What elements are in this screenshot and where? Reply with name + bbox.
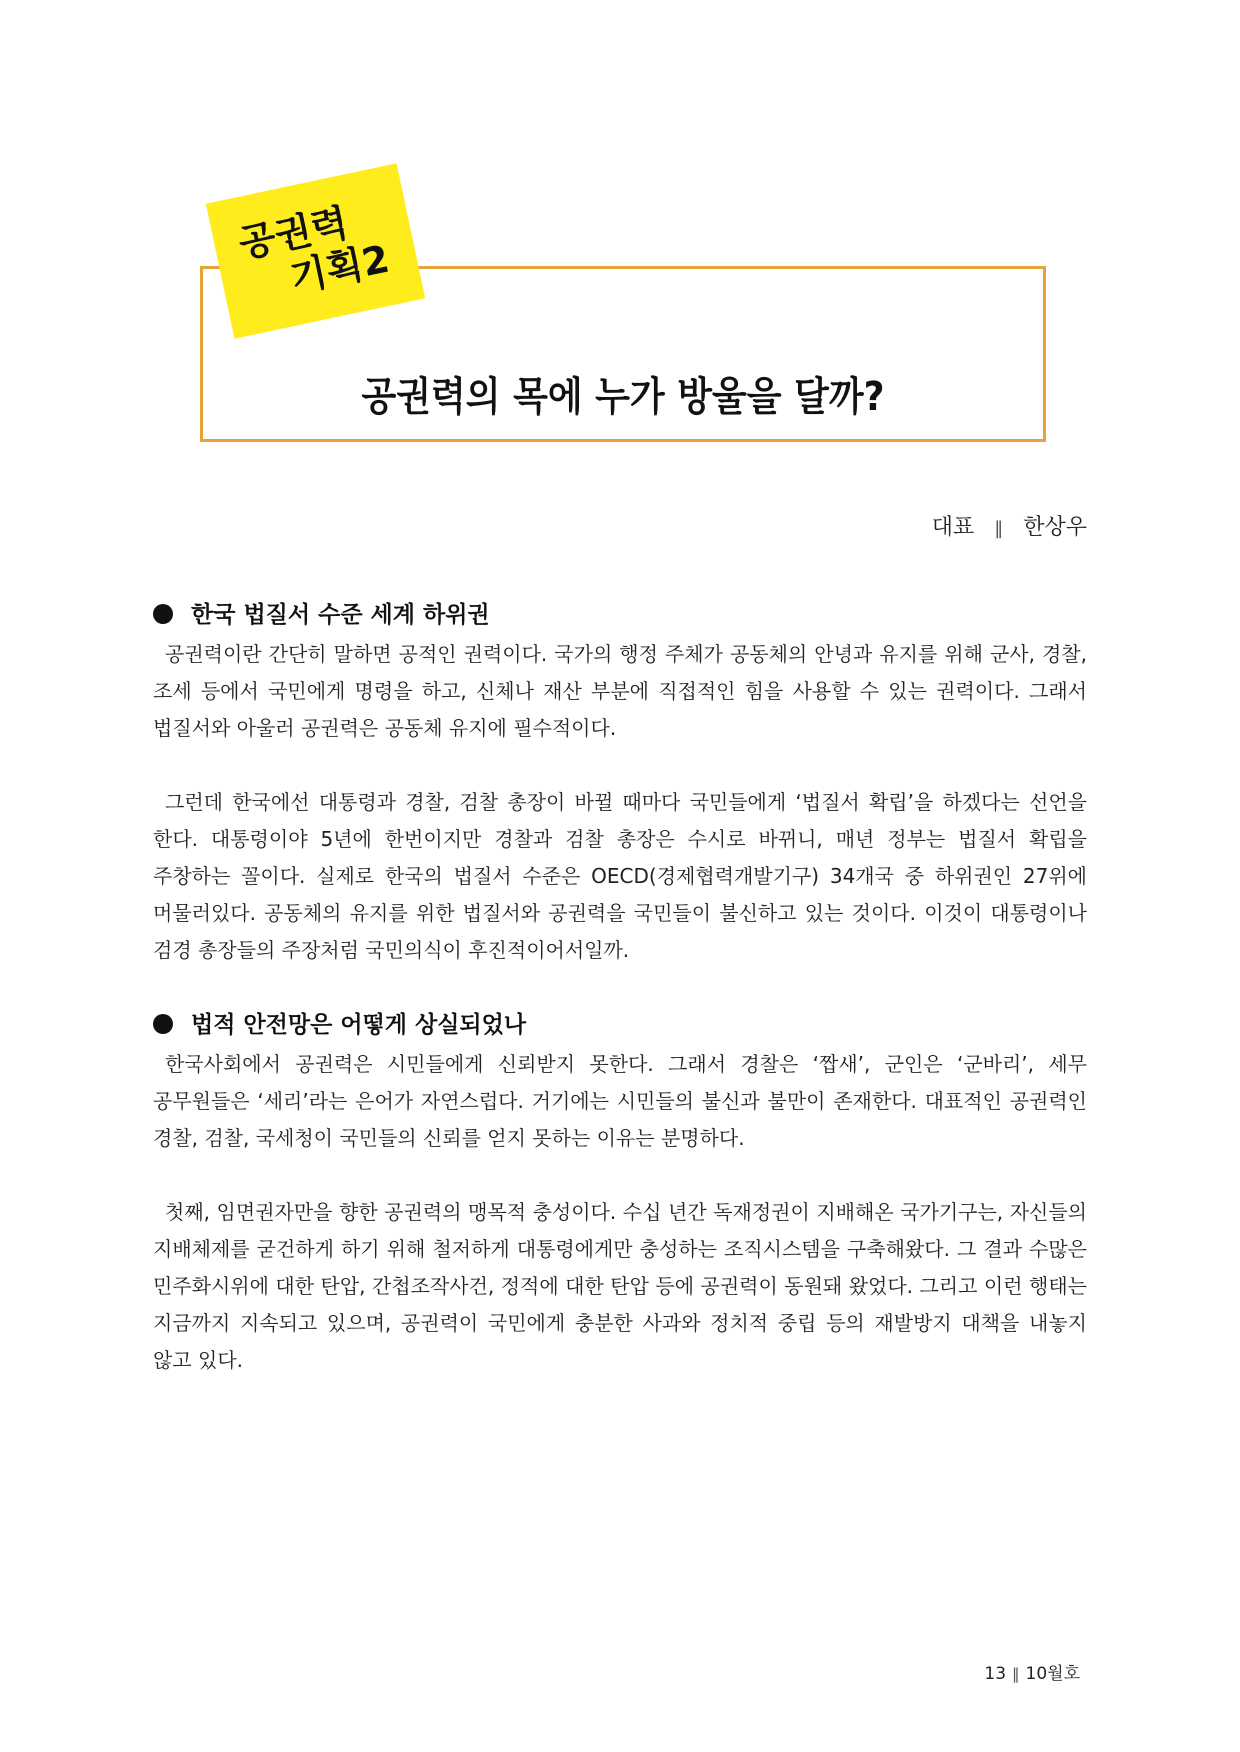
paragraph: 첫째, 임면권자만을 향한 공권력의 맹목적 충성이다. 수십 년간 독재정권이 지배해온 국가기구는, 자신들의 지배체제를 굳건하게 하기 위해 철저하게 대통령에게만 충성하는 조직시스템을 구축해왔다. 그 결과 수많은 민주화시위에 대한 탄압, 간첩조작사건, 정적에 대한 탄압 등에 공권력이 동원돼 왔었다. 그리고 이런 행태는 지금까지 지속되고 있으며, 공권력이 국민에게 충분한 사과와 정치적 중립 등의 재발방지 대책을 내놓지 않고 있다. [153, 1200, 1087, 1372]
paragraph: 한국사회에서 공권력은 시민들에게 신뢰받지 못한다. 그래서 경찰은 ‘짭새’, 군인은 ‘군바리’, 세무 공무원들은 ‘세리’라는 은어가 자연스럽다. 거기에는 시민들의 불신과 불만이 존재한다. 대표적인 공권력인 경찰, 검찰, 국세청이 국민들의 신뢰를 얻지 못하는 이유는 분명하다. [153, 1052, 1087, 1150]
issue-label: 10월호 [1025, 1664, 1080, 1684]
article-title: 공권력의 목에 누가 방울을 달까? [361, 373, 885, 420]
series-tag-line-1: 공권력 [234, 200, 352, 267]
section-2 [153, 1006, 1087, 1379]
article-body [153, 596, 1087, 1379]
section-heading [153, 1006, 1087, 1044]
series-tag-line-2: 기획2 [286, 236, 394, 301]
section-heading [153, 596, 1087, 634]
author-role: 대표 [931, 515, 975, 540]
section-heading-text: 법적 안전망은 어떻게 상실되었나 [191, 1012, 527, 1038]
page-footer [984, 1662, 1080, 1686]
paragraph: 그런데 한국에선 대통령과 경찰, 검찰 총장이 바뀔 때마다 국민들에게 ‘법질서 확립’을 하겠다는 선언을 한다. 대통령이야 5년에 한번이지만 경찰과 검찰 총장은 수시로 바뀌니, 매년 정부는 법질서 확립을 주창하는 꼴이다. 실제로 한국의 법질서 수준은 OECD(경제협력개발기구) 34개국 중 하위권인 27위에 머물러있다. 공동체의 유지를 위한 법질서와 공권력을 국민들이 불신하고 있는 것이다. 이것이 대통령이나 검경 총장들의 주장처럼 국민의식이 후진적이어서일까. [153, 790, 1087, 962]
footer-separator: ‖ [1012, 1665, 1020, 1683]
bullet-icon [153, 604, 173, 624]
section-1 [153, 596, 1087, 969]
author-name: 한상우 [1023, 515, 1087, 540]
page-number: 13 [984, 1664, 1007, 1684]
bullet-icon [153, 1014, 173, 1034]
author-separator: ‖ [994, 518, 1004, 539]
author-line [932, 512, 1087, 545]
section-heading-text: 한국 법질서 수준 세계 하위권 [191, 602, 490, 628]
paragraph: 공권력이란 간단히 말하면 공적인 권력이다. 국가의 행정 주체가 공동체의 안녕과 유지를 위해 군사, 경찰, 조세 등에서 국민에게 명령을 하고, 신체나 재산 부분에 직접적인 힘을 사용할 수 있는 권력이다. 그래서 법질서와 아울러 공권력은 공동체 유지에 필수적이다. [153, 642, 1087, 740]
